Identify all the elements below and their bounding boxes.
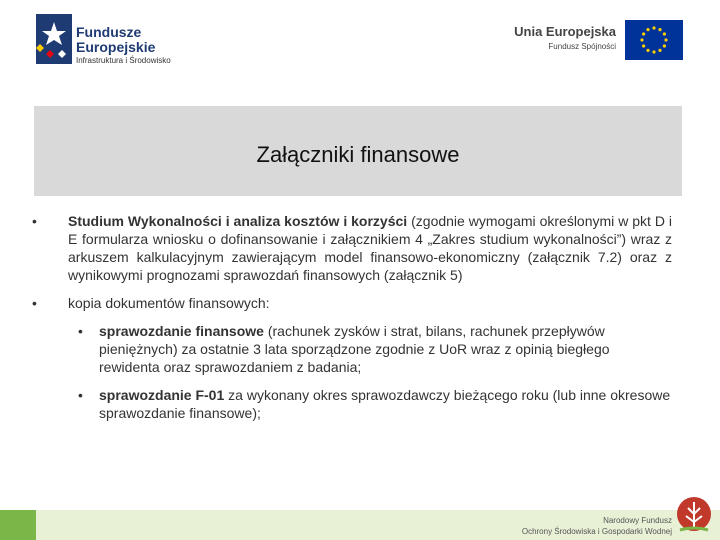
- unia-europejska-logo: [508, 20, 683, 62]
- fe-logo-line3: Infrastruktura i Środowisko: [76, 56, 171, 65]
- ue-logo-line1: Unia Europejska: [514, 24, 616, 39]
- bullet: •: [32, 295, 37, 311]
- page-title: Załączniki finansowe: [256, 142, 460, 167]
- footer-accent-bar: [0, 510, 36, 540]
- footer: [0, 510, 720, 540]
- nfos-line2: Ochrony Środowiska i Gospodarki Wodnej: [521, 527, 672, 536]
- sub-list-item: [32, 322, 672, 376]
- bullet: •: [32, 213, 37, 229]
- bullet: •: [78, 323, 83, 339]
- list-item: [32, 212, 672, 284]
- fe-logo-line2: Europejskie: [76, 39, 156, 55]
- nfos-line1: Narodowy Fundusz: [603, 516, 672, 525]
- fe-logo-line1: Fundusze: [76, 24, 142, 40]
- nfos-logo-text: [522, 515, 672, 537]
- item-bold-text: Studium Wykonalności i analiza kosztów i korzyści: [68, 213, 408, 229]
- subitem-bold-text: sprawozdanie F-01: [99, 387, 225, 403]
- nfos-logo-icon: [676, 496, 712, 536]
- fe-flag-icon: [36, 14, 72, 64]
- sub-list-item: [32, 386, 672, 422]
- subitem-text: (rachunek zysków i strat, bilans, rachunek przepływów pieniężnych) za ostatnie 3 lata sporządzone zgodnie z UoR wraz z opinią biegłego rewidenta oraz sprawozdaniem z badania;: [99, 323, 610, 375]
- subitem-text: za wykonany okres sprawozdawczy bieżącego roku (lub inne okresowe sprawozdanie finansowe);: [99, 387, 671, 421]
- eu-flag-icon: [625, 20, 683, 60]
- title-band: [34, 106, 682, 196]
- fundusze-europejskie-logo: [36, 14, 206, 66]
- list-item: [32, 294, 672, 312]
- bullet: •: [78, 387, 83, 403]
- content-list: [32, 212, 672, 432]
- subitem-bold-text: sprawozdanie finansowe: [99, 323, 264, 339]
- ue-logo-line2: Fundusz Spójności: [548, 42, 616, 51]
- item-text: (zgodnie wymogami określonymi w pkt D i E formularza wniosku o dofinansowanie i załącznikiem 4 „Zakres studium wykonalności”) wraz z arkuszem kalkulacyjnym zawierającym model finansowo-ekonomiczny (załącznik 7.2) oraz z wynikowymi prognozami sprawozdań finansowych (załącznik 5): [68, 213, 672, 283]
- item-text: kopia dokumentów finansowych:: [68, 295, 270, 311]
